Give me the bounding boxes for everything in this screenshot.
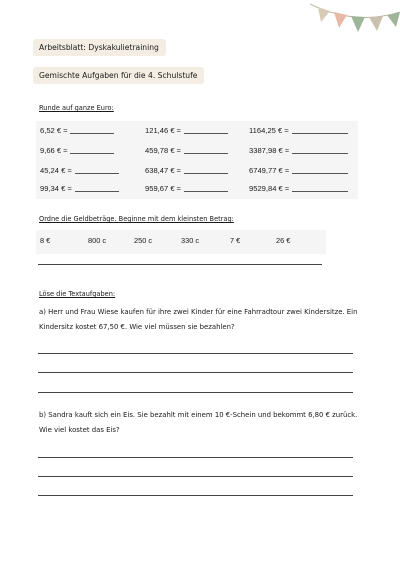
amount-item: 800 c xyxy=(88,236,107,245)
answer-blank[interactable] xyxy=(70,132,114,134)
answer-blank[interactable] xyxy=(292,172,348,174)
amount-item: 26 € xyxy=(276,236,291,245)
amount-item: 8 € xyxy=(40,236,51,245)
rounding-item: 959,67 € ≈ xyxy=(145,184,228,193)
bunting-decoration xyxy=(310,0,400,50)
rounding-item: 6749,77 € ≈ xyxy=(249,166,348,175)
rounding-item: 638,47 € ≈ xyxy=(145,166,228,175)
rounding-item: 121,46 € ≈ xyxy=(145,126,228,135)
rounding-item: 6,52 € ≈ xyxy=(40,126,114,135)
worksheet-title: Arbeitsblatt: Dyskakulietraining xyxy=(33,39,166,56)
task-a-text: a) Herr und Frau Wiese kaufen für ihre zwei Kinder für eine Fahrradtour zwei Kindersitze. Ein Kindersitz kostet 67,50 €. Wie viel müssen sie bezahlen? xyxy=(39,308,358,331)
amount-item: 7 € xyxy=(230,236,241,245)
answer-blank[interactable] xyxy=(184,190,228,192)
amount-item: 250 c xyxy=(134,236,153,245)
task-b-text: b) Sandra kauft sich ein Eis. Sie bezahlt mit einem 10 €-Schein und bekommt 6,80 € zurück. Wie viel kostet das Eis? xyxy=(39,411,358,434)
amount-item: 330 c xyxy=(181,236,200,245)
answer-blank[interactable] xyxy=(292,190,348,192)
rounding-item: 459,78 € ≈ xyxy=(145,146,228,155)
order-answer-line[interactable] xyxy=(38,264,322,265)
ordering-instruction: Ordne die Geldbeträge. Beginne mit dem kleinsten Betrag: xyxy=(39,215,234,223)
rounding-item: 1164,25 € ≈ xyxy=(249,126,348,135)
answer-line[interactable] xyxy=(38,495,353,496)
worksheet-subtitle: Gemischte Aufgaben für die 4. Schulstufe xyxy=(33,67,204,84)
answer-blank[interactable] xyxy=(70,152,114,154)
rounding-item: 45,24 € ≈ xyxy=(40,166,119,175)
answer-blank[interactable] xyxy=(292,152,348,154)
answer-blank[interactable] xyxy=(292,132,348,134)
answer-blank[interactable] xyxy=(184,132,228,134)
answer-blank[interactable] xyxy=(75,172,119,174)
answer-line[interactable] xyxy=(38,353,353,354)
answer-line[interactable] xyxy=(38,476,353,477)
rounding-item: 3387,98 € ≈ xyxy=(249,146,348,155)
rounding-item: 99,34 € ≈ xyxy=(40,184,119,193)
answer-line[interactable] xyxy=(38,457,353,458)
rounding-item: 9529,84 € ≈ xyxy=(249,184,348,193)
answer-blank[interactable] xyxy=(75,190,119,192)
answer-line[interactable] xyxy=(38,372,353,373)
answer-line[interactable] xyxy=(38,392,353,393)
rounding-instruction: Runde auf ganze Euro: xyxy=(39,104,114,112)
answer-blank[interactable] xyxy=(184,172,228,174)
rounding-item: 9,66 € ≈ xyxy=(40,146,114,155)
answer-blank[interactable] xyxy=(184,152,228,154)
text-tasks-instruction: Löse die Textaufgaben: xyxy=(39,290,116,298)
